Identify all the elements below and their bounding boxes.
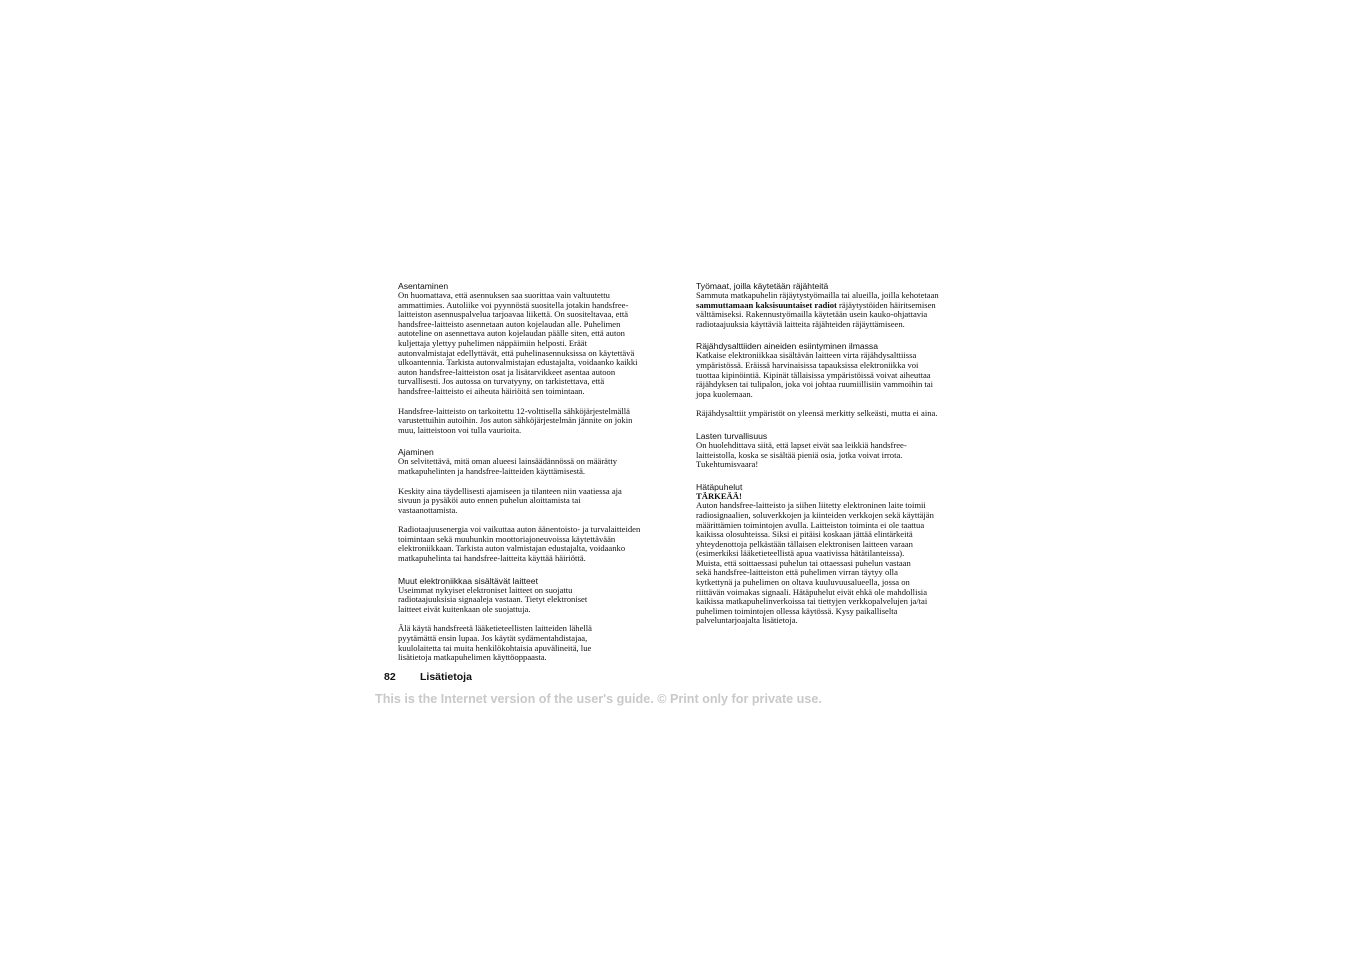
paragraph: Älä käytä handsfreetä lääketieteellisten laitteiden lähellä pyytämättä ensin lupaa. Jos käytät sydämentahdistajaa, kuulolaitetta tai muita henkilökohtaisia apuvälineitä, lue lisätietoja matkapuhelimen käyttöoppaasta. xyxy=(398,623,592,663)
section-ajaminen xyxy=(398,447,670,563)
right-column xyxy=(696,281,968,638)
paragraph: Katkaise elektroniikkaa sisältävän laitteen virta räjähdysalttiissa ympäristössä. Eräissä harvinaisissa tapauksissa elektroniikka voi tuottaa kipinöintiä. Kipinät tällaisissa ympäristöissä voivat aiheuttaa räjähdyksen tai tulipalon, joka voi johtaa ruumiillisiin vammoihin tai jopa kuolemaan. xyxy=(696,350,934,399)
paragraph: Radiotaajuusenergia voi vaikuttaa auton äänentoisto- ja turvalaitteiden toimintaan sekä muuhunkin moottoriajoneuvoissa käytettävään elektroniikkaan. Tarkista auton valmistajan edustajalta, voidaanko matkapuhelinta tai handsfree-laitteita käyttää häiriöttä. xyxy=(398,524,641,564)
heading-ajaminen: Ajaminen xyxy=(398,447,434,458)
section-hatapuhelut xyxy=(696,482,968,626)
paragraph: On huomattava, että asennuksen saa suorittaa vain valtuutettu ammattimies. Autoliike voi pyynnöstä suositella jotakin handsfree- laitteiston asennuspalvelua tarjoavaa liikettä. On suositeltavaa, että handsfree-laitteisto asennetaan auton kojelaudan alle. Puhelimen autoteline on asennettava auton kojelaudan päälle siten, että auton kuljettaja ylettyy puhelimen näppäimiin helposti. Eräät autonvalmistajat edellyttävät, että puhelinasennuksissa on käytettävä ulkoantennia. Tarkista autonvalmistajan edustajalta, voidaanko kaikki auton handsfree-laitteiston osat ja lisätarvikkeet asentaa autoon turvallisesti. Jos autossa on turvatyyny, on tarkistettava, että handsfree-laitteisto ei aiheuta häiriöitä sen toimintaan. xyxy=(398,290,638,396)
page-footer xyxy=(384,671,472,683)
bold-phrase: sammuttamaan kaksisuuntaiset radiot xyxy=(696,299,837,310)
heading-hatapuhelut: Hätäpuhelut xyxy=(696,481,743,492)
section-muut-laitteet xyxy=(398,576,670,663)
heading-lasten-turvallisuus: Lasten turvallisuus xyxy=(696,430,768,441)
paragraph: Auton handsfree-laitteisto ja siihen liitetty elektroninen laite toimii radiosignaalien, soluverkkojen ja kiinteiden verkkojen sekä käyttäjän määrittämien toimintojen avulla. Laitteiston toiminta ei ole taattua kaikissa olosuhteissa. Siksi ei pitäisi koskaan jättää elintärkeitä yhteydenottoja pelkästään tällaisen elektronisen laitteen varaan (esimerkiksi lääketieteellistä apua vaativissa hätätilanteissa). Muista, että soittaessasi puhelun tai ottaessasi puhelun vastaan sekä handsfree-laitteiston että puhelimen virran täytyy olla kytkettynä ja puhelimen on oltava kuuluvuusalueella, jossa on riittävän voimakas signaali. Hätäpuhelut eivät ehkä ole mahdollisia kaikissa matkapuhelinverkoissa tai tiettyjen verkkopalvelujen ja/tai puhelimen toimintojen ollessa käytössä. Kysy paikalliselta palveluntarjoajalta lisätietoja. xyxy=(696,500,934,626)
left-column xyxy=(398,281,670,675)
paragraph-text: Sammuta matkapuhelin räjäytystyömailla tai alueilla, joilla kehotetaan xyxy=(696,290,939,300)
page-number: 82 xyxy=(384,671,396,683)
section-rajahdysalttiit xyxy=(696,341,968,419)
paragraph: On selvitettävä, mitä oman alueesi lainsäädännössä on määrätty matkapuhelinten ja handsfree-laitteiden käyttämisestä. xyxy=(398,456,618,476)
heading-tyomaat: Työmaat, joilla käytetään räjähteitä xyxy=(696,281,829,291)
paragraph: Keskity aina täydellisesti ajamiseen ja tilanteen niin vaatiessa aja sivuun ja pysäköi auto ennen puhelun aloittamista tai vastaanottamista. xyxy=(398,485,622,515)
important-label: TÄRKEÄÄ! xyxy=(696,490,742,501)
paragraph: Räjähdysalttiit ympäristöt on yleensä merkitty selkeästi, mutta ei aina. xyxy=(696,408,938,419)
paragraph-text: räjäytystöiden häiritsemisen välttämiseksi. Rakennustyömailla käytetään usein kauko-ohjattavia radiotaajuuksia käyttäviä laitteita räjähteiden räjäyttämiseen. xyxy=(696,299,936,329)
heading-rajahdysalttiit: Räjähdysalttiiden aineiden esiintyminen ilmassa xyxy=(696,341,879,352)
footer-section-title: Lisätietoja xyxy=(420,671,472,683)
heading-muut-laitteet: Muut elektroniikkaa sisältävät laitteet xyxy=(398,575,538,586)
paragraph: On huolehdittava siitä, että lapset eivät saa leikkiä handsfree- laitteistolla, koska se sisältää pieniä osia, jotka voivat irrota. Tukehtumisvaara! xyxy=(696,439,907,470)
section-tyomaat xyxy=(696,281,968,329)
heading-asentaminen: Asentaminen xyxy=(398,281,449,291)
section-lasten-turvallisuus xyxy=(696,431,968,470)
section-asentaminen xyxy=(398,281,670,435)
paragraph: Useimmat nykyiset elektroniset laitteet on suojattu radiotaajuuksisia signaaleja vastaan. Tietyt elektroniset laitteet eivät kuitenkaan ole suojattuja. xyxy=(398,584,588,614)
paragraph xyxy=(696,291,968,329)
watermark-text: This is the Internet version of the user's guide. © Print only for private use. xyxy=(375,692,822,706)
paragraph: Handsfree-laitteisto on tarkoitettu 12-volttisella sähköjärjestelmällä varustettuihin autoihin. Jos auton sähköjärjestelmän jännite on jokin muu, laitteistoon voi tulla vaurioita. xyxy=(398,405,633,435)
